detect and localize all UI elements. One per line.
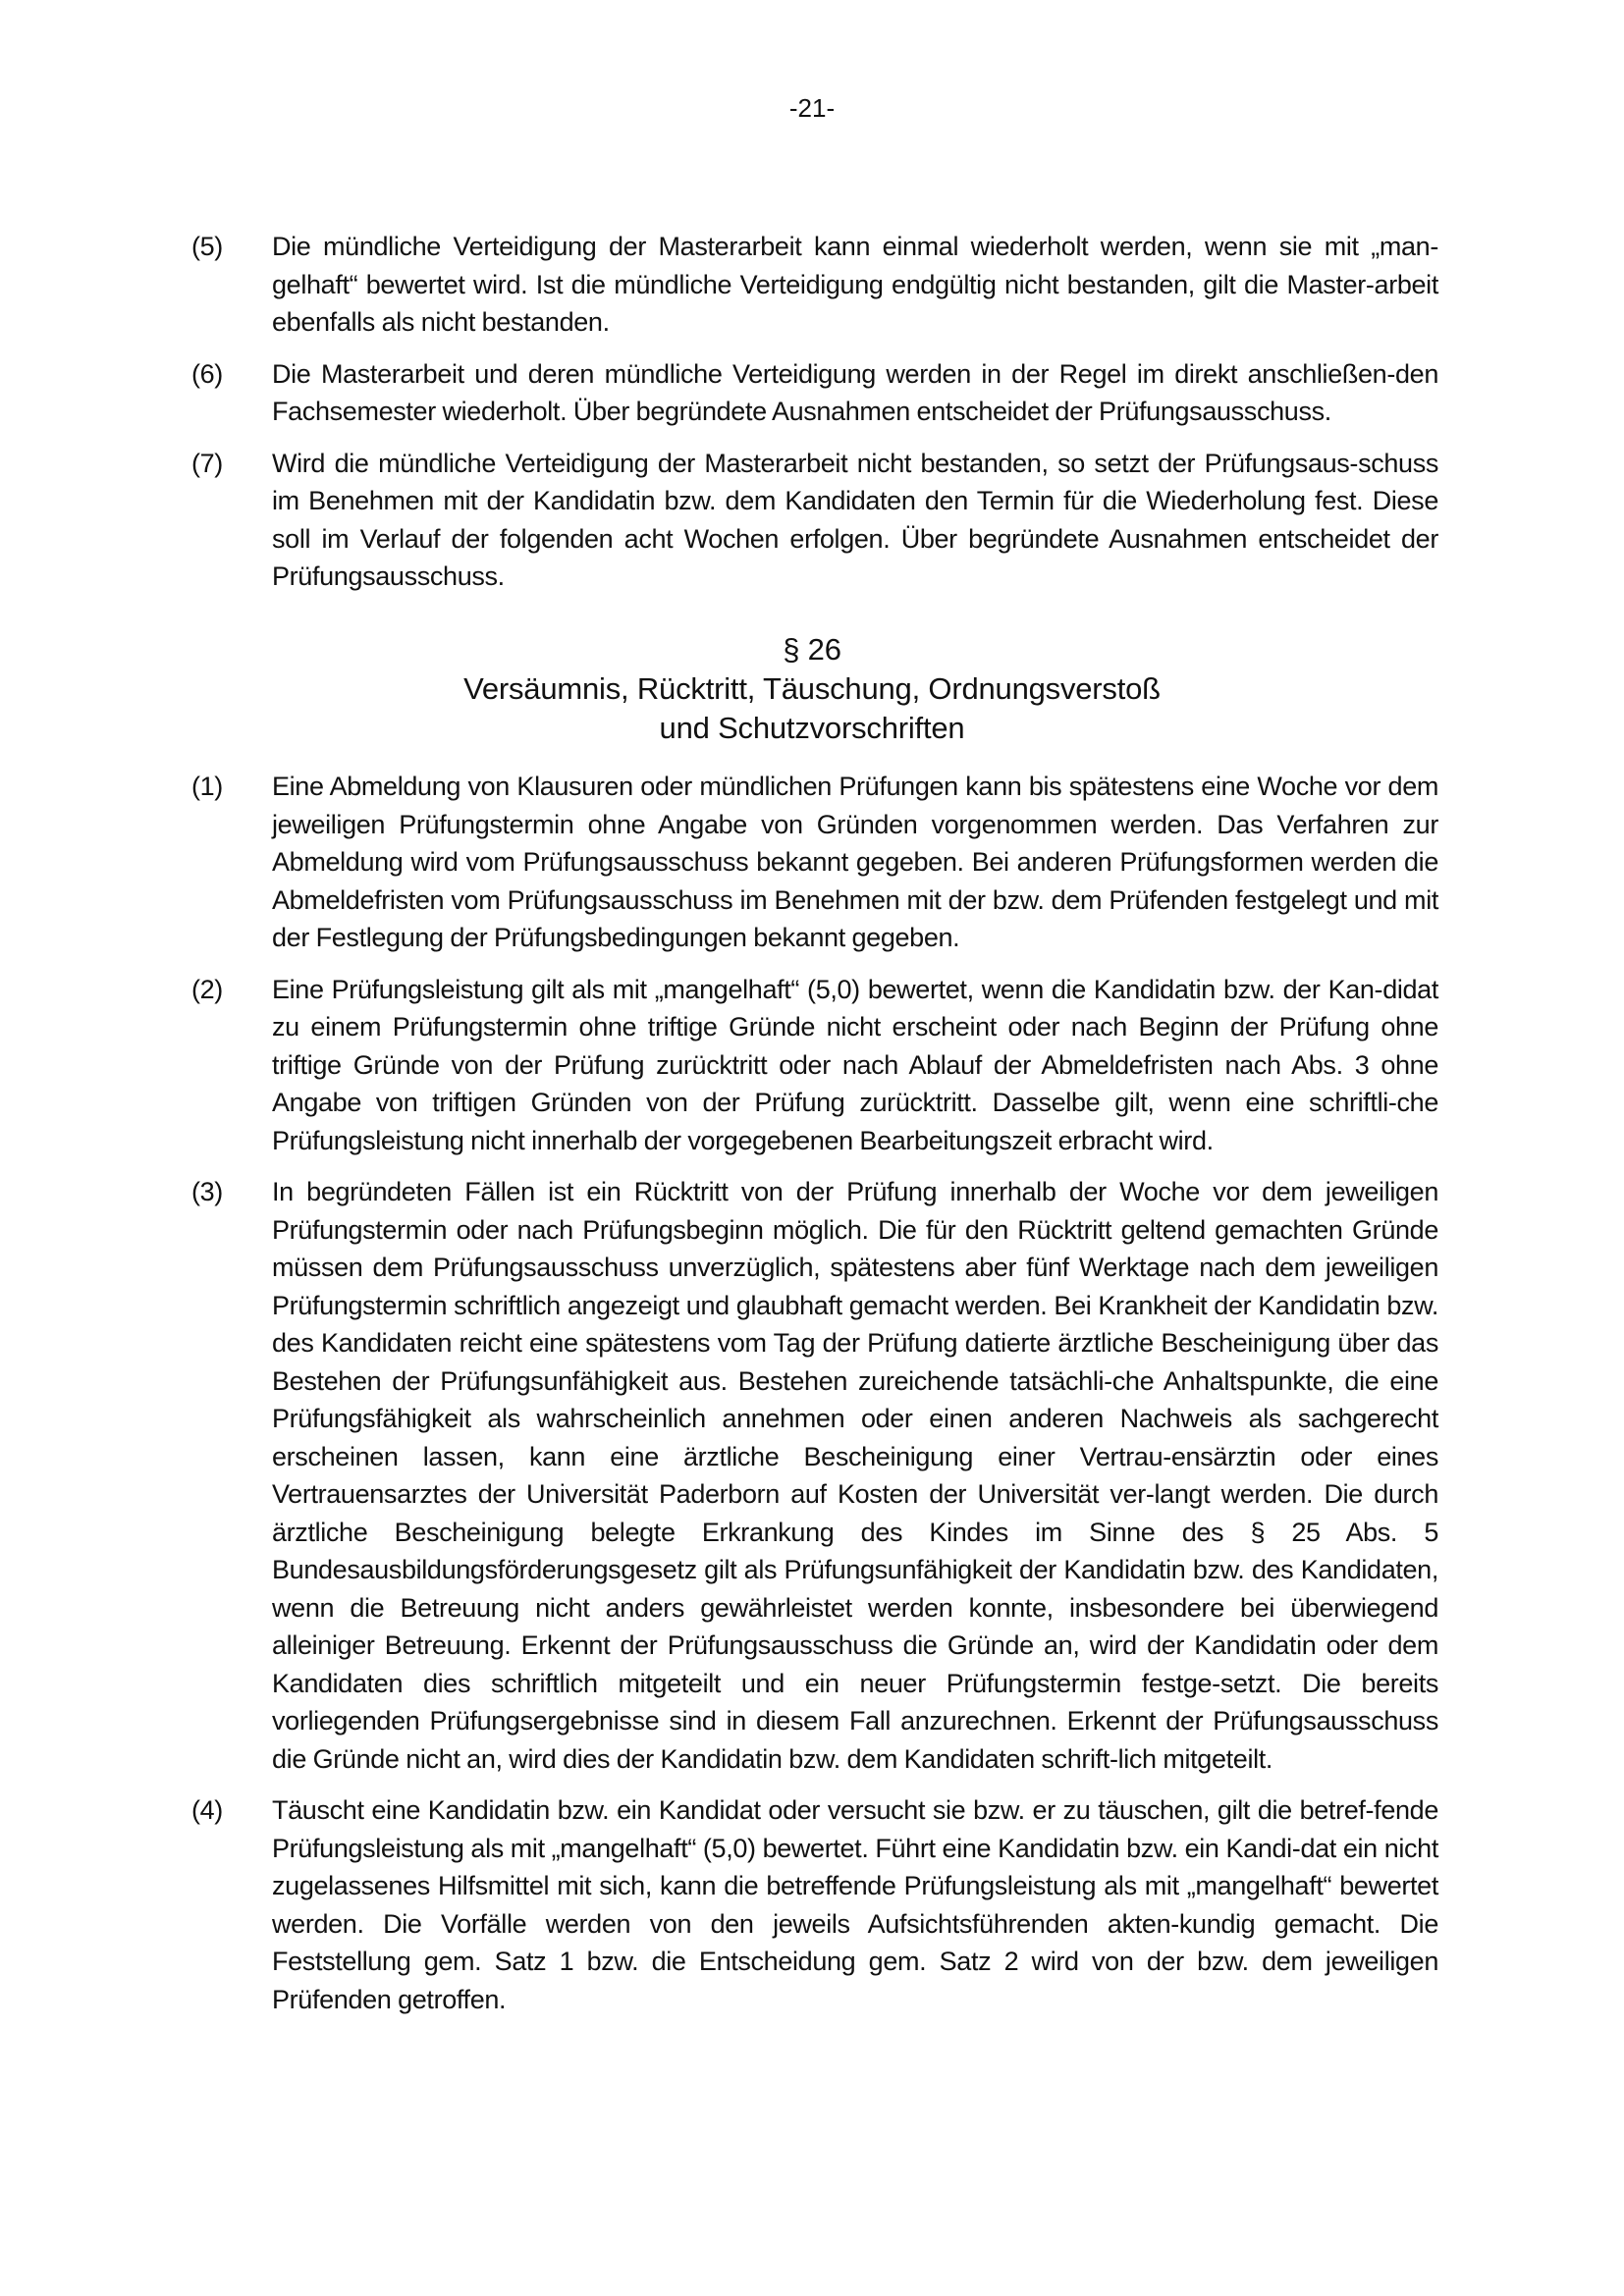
paragraph-text: Eine Prüfungsleistung gilt als mit „mangelhaft“ (5,0) bewertet, wenn die Kandidatin bzw. der Kan-didat zu einem Prüfungstermin ohne triftige Gründe nicht erscheint oder nach Beginn der Prüfung ohne triftige Gründe von der Prüfung zurücktritt oder nach Ablauf der Abmeldefristen nach Abs. 3 ohne Angabe von triftigen Gründen von der Prüfung zurücktritt. Dasselbe gilt, wenn eine schriftli-che Prüfungsleistung nicht innerhalb der vorgegebenen Bearbeitungszeit erbracht wird. [272,974,1438,1155]
paragraph-number: (1) [191,772,223,801]
paragraph-26-2 [191,971,1438,1160]
page-number: -21- [788,93,836,123]
section-title-line-2: und Schutzvorschriften [659,711,965,745]
section-title-line-1: Versäumnis, Rücktritt, Täuschung, Ordnungsverstoß [463,671,1161,706]
paragraph-number: (2) [191,974,223,1004]
paragraph-25-7 [191,445,1438,596]
paragraph-number: (7) [191,448,223,478]
paragraph-number: (3) [191,1177,223,1206]
paragraph-25-5 [191,228,1438,342]
paragraph-25-6 [191,355,1438,431]
paragraph-number: (5) [191,232,223,261]
paragraph-text: Wird die mündliche Verteidigung der Masterarbeit nicht bestanden, so setzt der Prüfungsaus-schuss im Benehmen mit der Kandidatin bzw. dem Kandidaten den Termin für die Wiederholung fest. Diese soll im Verlauf der folgenden acht Wochen erfolgen. Über begründete Ausnahmen entscheidet der Prüfungsausschuss. [272,448,1438,591]
paragraph-text: Eine Abmeldung von Klausuren oder mündlichen Prüfungen kann bis spätestens eine Woche vor dem jeweiligen Prüfungstermin ohne Angabe von Gründen vorgenommen werden. Das Verfahren zur Abmeldung wird vom Prüfungsausschuss bekannt gegeben. Bei anderen Prüfungsformen werden die Abmeldefristen vom Prüfungsausschuss im Benehmen mit der bzw. dem Prüfenden festgelegt und mit der Festlegung der Prüfungsbedingungen bekannt gegeben. [272,772,1438,952]
paragraph-26-4 [191,1791,1438,2018]
paragraph-text: Die Masterarbeit und deren mündliche Verteidigung werden in der Regel im direkt anschließen-den Fachsemester wiederholt. Über begründete Ausnahmen entscheidet der Prüfungsausschuss. [272,358,1438,426]
section-number: § 26 [783,632,841,667]
paragraph-block-26 [191,768,1438,2018]
paragraph-text: Täuscht eine Kandidatin bzw. ein Kandidat oder versucht sie bzw. er zu täuschen, gilt die betref-fende Prüfungsleistung als mit „mangelhaft“ (5,0) bewertet. Führt eine Kandidatin bzw. ein Kandi-dat ein nicht zugelassenes Hilfsmittel mit sich, kann die betreffende Prüfungsleistung als mit „mangelhaft“ bewertet werden. Die Vorfälle werden von den jeweils Aufsichtsführenden akten-kundig gemacht. Die Feststellung gem. Satz 1 bzw. die Entscheidung gem. Satz 2 wird von der bzw. dem jeweiligen Prüfenden getroffen. [272,1795,1438,2014]
paragraph-number: (6) [191,358,223,389]
paragraph-26-1 [191,768,1438,957]
paragraph-block-25 [191,228,1438,596]
paragraph-text: Die mündliche Verteidigung der Masterarbeit kann einmal wiederholt werden, wenn sie mit „man-gelhaft“ bewertet wird. Ist die mündliche Verteidigung endgültig nicht bestanden, gilt die Master-arbeit ebenfalls als nicht bestanden. [272,232,1438,337]
paragraph-number: (4) [191,1795,223,1825]
paragraph-text: In begründeten Fällen ist ein Rücktritt von der Prüfung innerhalb der Woche vor dem jeweiligen Prüfungstermin oder nach Prüfungsbeginn möglich. Die für den Rücktritt geltend gemachten Gründe müssen dem Prüfungsausschuss unverzüglich, spätestens aber fünf Werktage nach dem jeweiligen Prüfungstermin schriftlich angezeigt und glaubhaft gemacht werden. Bei Krankheit der Kandidatin bzw. des Kandidaten reicht eine spätestens vom Tag der Prüfung datierte ärztliche Bescheinigung über das Bestehen der Prüfungsunfähigkeit aus. Bestehen zureichende tatsächli-che Anhaltspunkte, die eine Prüfungsfähigkeit als wahrscheinlich annehmen oder einen anderen Nachweis als sachgerecht erscheinen lassen, kann eine ärztliche Bescheinigung einer Vertrau-ensärztin oder eines Vertrauensarztes der Universität Paderborn auf Kosten der Universität ver-langt werden. Die durch ärztliche Bescheinigung belegte Erkrankung des Kindes im Sinne des § 25 Abs. 5 Bundesausbildungsförderungsgesetz gilt als Prüfungsunfähigkeit der Kandidatin bzw. des Kandidaten, wenn die Betreuung nicht anders gewährleistet werden konnte, insbesondere bei überwiegend alleiniger Betreuung. Erkennt der Prüfungsausschuss die Gründe an, wird der Kandidatin oder dem Kandidaten dies schriftlich mitgeteilt und ein neuer Prüfungstermin festge-setzt. Die bereits vorliegenden Prüfungsergebnisse sind in diesem Fall anzurechnen. Erkennt der Prüfungsausschuss die Gründe nicht an, wird dies der Kandidatin bzw. dem Kandidaten schrift-lich mitgeteilt. [272,1177,1438,1774]
paragraph-26-3 [191,1173,1438,1778]
section-heading [0,630,1624,748]
